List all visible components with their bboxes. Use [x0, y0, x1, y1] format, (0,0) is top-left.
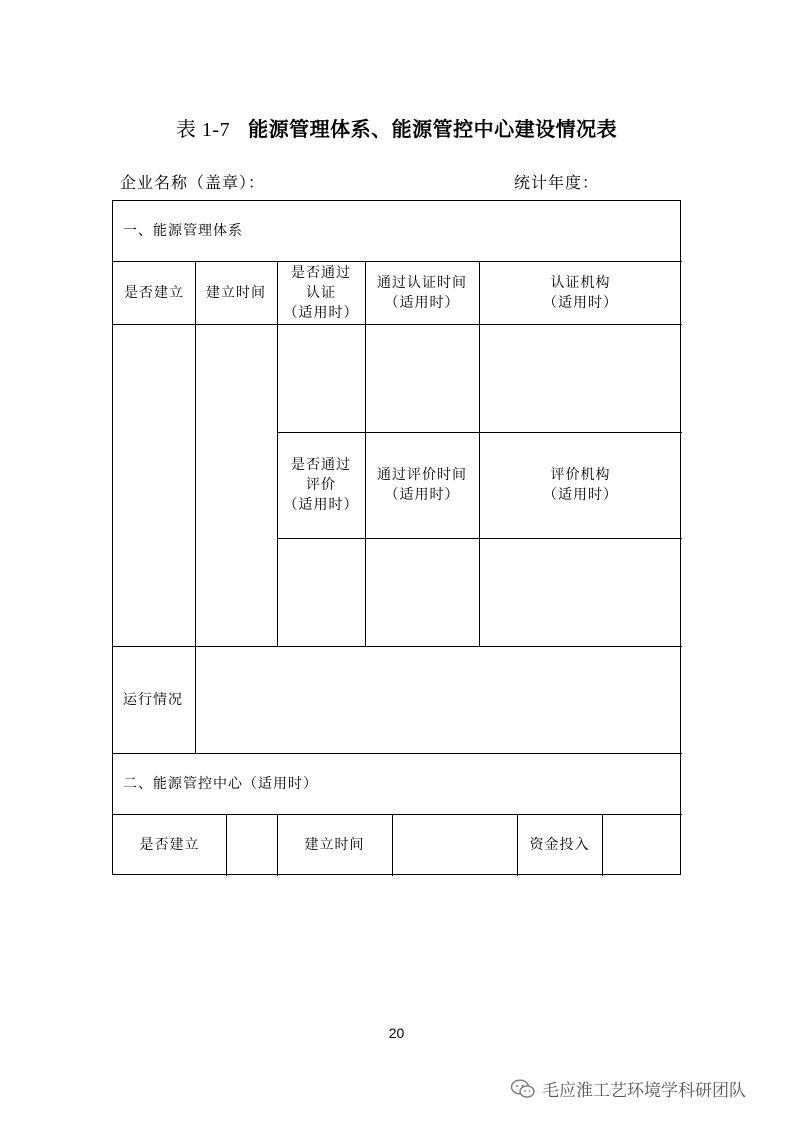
wechat-icon: [510, 1079, 536, 1099]
section2-established-label: 是否建立: [139, 837, 200, 853]
column-divider: [392, 814, 393, 876]
header-certification-time: 通过认证时间 （适用时）: [377, 274, 467, 311]
header-passed-certification: 是否通过 认证 （适用时）: [283, 264, 359, 321]
company-name-label: 企业名称（盖章）：: [120, 173, 266, 192]
row-divider: [113, 324, 682, 325]
section2-established-time-label: 建立时间: [304, 837, 365, 853]
header-evaluation-time: 通过评价时间 （适用时）: [377, 467, 467, 503]
watermark-text: 毛应淮工艺环境学科研团队: [542, 1081, 746, 1101]
energy-management-table: [112, 200, 681, 875]
table-number: 表 1-7: [175, 119, 231, 141]
column-divider: [195, 261, 196, 753]
row-divider: [113, 646, 682, 647]
statistical-year-label: 统计年度：: [514, 173, 600, 192]
section2-title: 二、能源管控中心（适用时）: [123, 775, 318, 792]
operation-status-label: 运行情况: [123, 691, 183, 708]
page-number: 20: [388, 1025, 405, 1041]
table-title-text: 能源管理体系、能源管控中心建设情况表: [248, 117, 618, 141]
column-divider: [226, 814, 227, 876]
header-established: 是否建立: [124, 284, 184, 301]
header-passed-evaluation: 是否通过 评价 （适用时）: [283, 457, 359, 513]
table-title: [0, 113, 793, 142]
watermark: [510, 1076, 746, 1101]
column-divider: [602, 814, 603, 876]
header-evaluation-agency: 评价机构 （适用时）: [543, 467, 618, 503]
header-established-time: 建立时间: [206, 284, 266, 301]
header-certification-agency: 认证机构 （适用时）: [543, 274, 618, 311]
section2-investment-label: 资金投入: [529, 837, 590, 853]
section1-title: 一、能源管理体系: [123, 223, 243, 239]
